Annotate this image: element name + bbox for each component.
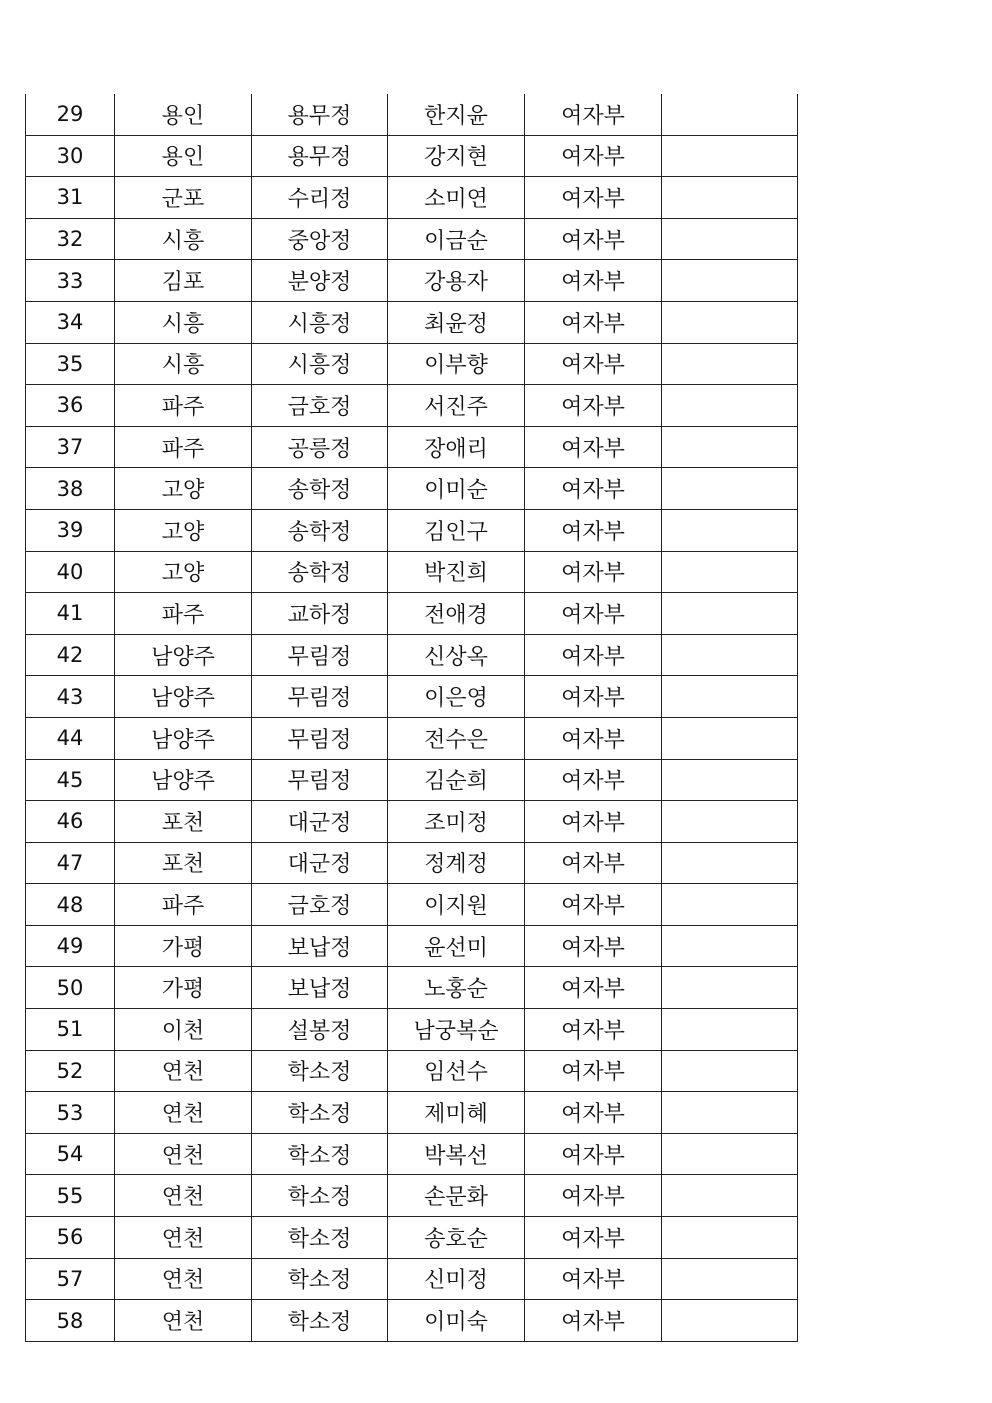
table-row <box>26 385 798 427</box>
member-name-cell: 전애경 <box>388 593 525 635</box>
member-name-cell: 한지윤 <box>388 94 525 135</box>
note-cell <box>662 884 798 926</box>
member-name-cell: 정계정 <box>388 842 525 884</box>
city-cell: 파주 <box>115 426 252 468</box>
city-cell: 연천 <box>115 1300 252 1342</box>
member-name-cell: 김순희 <box>388 759 525 801</box>
city-cell: 포천 <box>115 842 252 884</box>
division-cell: 여자부 <box>525 509 662 551</box>
division-cell: 여자부 <box>525 1300 662 1342</box>
club-cell: 학소정 <box>252 1217 388 1259</box>
table-row <box>26 1133 798 1175</box>
table-row <box>26 676 798 718</box>
division-cell: 여자부 <box>525 301 662 343</box>
note-cell <box>662 717 798 759</box>
city-cell: 연천 <box>115 1092 252 1134</box>
table-row <box>26 468 798 510</box>
note-cell <box>662 676 798 718</box>
member-name-cell: 손문화 <box>388 1175 525 1217</box>
member-name-cell: 박진희 <box>388 551 525 593</box>
club-cell: 설봉정 <box>252 1009 388 1051</box>
note-cell <box>662 634 798 676</box>
table-row <box>26 301 798 343</box>
city-cell: 시흥 <box>115 301 252 343</box>
city-cell: 파주 <box>115 884 252 926</box>
row-number-cell: 45 <box>26 759 115 801</box>
division-cell: 여자부 <box>525 967 662 1009</box>
division-cell: 여자부 <box>525 801 662 843</box>
table-row <box>26 759 798 801</box>
table-row <box>26 1217 798 1259</box>
note-cell <box>662 1133 798 1175</box>
club-cell: 수리정 <box>252 177 388 219</box>
member-name-cell: 장애리 <box>388 426 525 468</box>
division-cell: 여자부 <box>525 177 662 219</box>
club-cell: 송학정 <box>252 509 388 551</box>
note-cell <box>662 1092 798 1134</box>
city-cell: 포천 <box>115 801 252 843</box>
division-cell: 여자부 <box>525 1258 662 1300</box>
city-cell: 고양 <box>115 468 252 510</box>
note-cell <box>662 759 798 801</box>
city-cell: 파주 <box>115 385 252 427</box>
division-cell: 여자부 <box>525 343 662 385</box>
row-number-cell: 56 <box>26 1217 115 1259</box>
row-number-cell: 58 <box>26 1300 115 1342</box>
club-cell: 용무정 <box>252 135 388 177</box>
member-name-cell: 이은영 <box>388 676 525 718</box>
club-cell: 학소정 <box>252 1092 388 1134</box>
member-name-cell: 강용자 <box>388 260 525 302</box>
row-number-cell: 55 <box>26 1175 115 1217</box>
division-cell: 여자부 <box>525 468 662 510</box>
member-name-cell: 송호순 <box>388 1217 525 1259</box>
city-cell: 군포 <box>115 177 252 219</box>
division-cell: 여자부 <box>525 925 662 967</box>
note-cell <box>662 468 798 510</box>
club-cell: 무림정 <box>252 759 388 801</box>
note-cell <box>662 593 798 635</box>
division-cell: 여자부 <box>525 634 662 676</box>
member-name-cell: 제미혜 <box>388 1092 525 1134</box>
city-cell: 이천 <box>115 1009 252 1051</box>
member-name-cell: 신미정 <box>388 1258 525 1300</box>
city-cell: 연천 <box>115 1050 252 1092</box>
city-cell: 남양주 <box>115 676 252 718</box>
city-cell: 연천 <box>115 1258 252 1300</box>
row-number-cell: 34 <box>26 301 115 343</box>
table-row <box>26 842 798 884</box>
note-cell <box>662 1175 798 1217</box>
member-name-cell: 신상옥 <box>388 634 525 676</box>
table-row <box>26 177 798 219</box>
note-cell <box>662 801 798 843</box>
city-cell: 시흥 <box>115 218 252 260</box>
city-cell: 연천 <box>115 1133 252 1175</box>
row-number-cell: 53 <box>26 1092 115 1134</box>
row-number-cell: 29 <box>26 94 115 135</box>
member-name-cell: 소미연 <box>388 177 525 219</box>
table-row <box>26 801 798 843</box>
city-cell: 고양 <box>115 551 252 593</box>
table-row <box>26 634 798 676</box>
table-row <box>26 135 798 177</box>
city-cell: 남양주 <box>115 759 252 801</box>
club-cell: 금호정 <box>252 884 388 926</box>
division-cell: 여자부 <box>525 717 662 759</box>
table-row <box>26 94 798 135</box>
division-cell: 여자부 <box>525 759 662 801</box>
division-cell: 여자부 <box>525 676 662 718</box>
row-number-cell: 33 <box>26 260 115 302</box>
member-name-cell: 이미순 <box>388 468 525 510</box>
roster-table <box>25 94 798 1342</box>
club-cell: 학소정 <box>252 1300 388 1342</box>
club-cell: 용무정 <box>252 94 388 135</box>
note-cell <box>662 842 798 884</box>
division-cell: 여자부 <box>525 551 662 593</box>
member-name-cell: 전수은 <box>388 717 525 759</box>
table-row <box>26 1258 798 1300</box>
member-name-cell: 남궁복순 <box>388 1009 525 1051</box>
member-name-cell: 이미숙 <box>388 1300 525 1342</box>
division-cell: 여자부 <box>525 94 662 135</box>
row-number-cell: 30 <box>26 135 115 177</box>
roster-table-body <box>26 94 798 1341</box>
note-cell <box>662 94 798 135</box>
club-cell: 무림정 <box>252 676 388 718</box>
note-cell <box>662 135 798 177</box>
table-row <box>26 509 798 551</box>
division-cell: 여자부 <box>525 1175 662 1217</box>
note-cell <box>662 1009 798 1051</box>
member-name-cell: 윤선미 <box>388 925 525 967</box>
table-row <box>26 260 798 302</box>
member-name-cell: 이부향 <box>388 343 525 385</box>
note-cell <box>662 343 798 385</box>
city-cell: 김포 <box>115 260 252 302</box>
division-cell: 여자부 <box>525 426 662 468</box>
note-cell <box>662 551 798 593</box>
table-row <box>26 1009 798 1051</box>
club-cell: 무림정 <box>252 717 388 759</box>
club-cell: 보납정 <box>252 967 388 1009</box>
club-cell: 분양정 <box>252 260 388 302</box>
table-row <box>26 551 798 593</box>
table-row <box>26 218 798 260</box>
note-cell <box>662 1258 798 1300</box>
row-number-cell: 49 <box>26 925 115 967</box>
city-cell: 시흥 <box>115 343 252 385</box>
club-cell: 보납정 <box>252 925 388 967</box>
city-cell: 남양주 <box>115 717 252 759</box>
row-number-cell: 43 <box>26 676 115 718</box>
member-name-cell: 박복선 <box>388 1133 525 1175</box>
member-name-cell: 최윤정 <box>388 301 525 343</box>
club-cell: 금호정 <box>252 385 388 427</box>
club-cell: 학소정 <box>252 1133 388 1175</box>
club-cell: 송학정 <box>252 551 388 593</box>
row-number-cell: 46 <box>26 801 115 843</box>
row-number-cell: 44 <box>26 717 115 759</box>
division-cell: 여자부 <box>525 218 662 260</box>
division-cell: 여자부 <box>525 1092 662 1134</box>
row-number-cell: 32 <box>26 218 115 260</box>
club-cell: 송학정 <box>252 468 388 510</box>
division-cell: 여자부 <box>525 593 662 635</box>
club-cell: 학소정 <box>252 1050 388 1092</box>
member-name-cell: 서진주 <box>388 385 525 427</box>
row-number-cell: 51 <box>26 1009 115 1051</box>
note-cell <box>662 509 798 551</box>
member-name-cell: 노홍순 <box>388 967 525 1009</box>
table-row <box>26 593 798 635</box>
note-cell <box>662 385 798 427</box>
city-cell: 파주 <box>115 593 252 635</box>
club-cell: 중앙정 <box>252 218 388 260</box>
club-cell: 시흥정 <box>252 301 388 343</box>
table-row <box>26 967 798 1009</box>
note-cell <box>662 1217 798 1259</box>
member-name-cell: 임선수 <box>388 1050 525 1092</box>
note-cell <box>662 301 798 343</box>
row-number-cell: 36 <box>26 385 115 427</box>
row-number-cell: 37 <box>26 426 115 468</box>
division-cell: 여자부 <box>525 1217 662 1259</box>
division-cell: 여자부 <box>525 1009 662 1051</box>
table-row <box>26 1092 798 1134</box>
row-number-cell: 39 <box>26 509 115 551</box>
division-cell: 여자부 <box>525 135 662 177</box>
table-row <box>26 1050 798 1092</box>
division-cell: 여자부 <box>525 842 662 884</box>
row-number-cell: 52 <box>26 1050 115 1092</box>
row-number-cell: 41 <box>26 593 115 635</box>
city-cell: 용인 <box>115 135 252 177</box>
note-cell <box>662 426 798 468</box>
division-cell: 여자부 <box>525 385 662 427</box>
table-row <box>26 884 798 926</box>
table-row <box>26 343 798 385</box>
member-name-cell: 조미정 <box>388 801 525 843</box>
club-cell: 공릉정 <box>252 426 388 468</box>
division-cell: 여자부 <box>525 1050 662 1092</box>
row-number-cell: 42 <box>26 634 115 676</box>
row-number-cell: 57 <box>26 1258 115 1300</box>
row-number-cell: 54 <box>26 1133 115 1175</box>
city-cell: 용인 <box>115 94 252 135</box>
member-name-cell: 이금순 <box>388 218 525 260</box>
division-cell: 여자부 <box>525 884 662 926</box>
city-cell: 남양주 <box>115 634 252 676</box>
row-number-cell: 50 <box>26 967 115 1009</box>
row-number-cell: 31 <box>26 177 115 219</box>
club-cell: 무림정 <box>252 634 388 676</box>
member-name-cell: 강지현 <box>388 135 525 177</box>
club-cell: 대군정 <box>252 801 388 843</box>
club-cell: 학소정 <box>252 1175 388 1217</box>
note-cell <box>662 218 798 260</box>
member-name-cell: 이지원 <box>388 884 525 926</box>
row-number-cell: 35 <box>26 343 115 385</box>
city-cell: 가평 <box>115 925 252 967</box>
note-cell <box>662 925 798 967</box>
division-cell: 여자부 <box>525 1133 662 1175</box>
table-row <box>26 925 798 967</box>
club-cell: 교하정 <box>252 593 388 635</box>
note-cell <box>662 967 798 1009</box>
club-cell: 대군정 <box>252 842 388 884</box>
table-row <box>26 426 798 468</box>
city-cell: 고양 <box>115 509 252 551</box>
row-number-cell: 47 <box>26 842 115 884</box>
table-row <box>26 1175 798 1217</box>
city-cell: 연천 <box>115 1217 252 1259</box>
city-cell: 연천 <box>115 1175 252 1217</box>
club-cell: 학소정 <box>252 1258 388 1300</box>
member-name-cell: 김인구 <box>388 509 525 551</box>
note-cell <box>662 177 798 219</box>
city-cell: 가평 <box>115 967 252 1009</box>
table-row <box>26 717 798 759</box>
division-cell: 여자부 <box>525 260 662 302</box>
note-cell <box>662 1300 798 1342</box>
row-number-cell: 38 <box>26 468 115 510</box>
note-cell <box>662 1050 798 1092</box>
club-cell: 시흥정 <box>252 343 388 385</box>
row-number-cell: 48 <box>26 884 115 926</box>
table-row <box>26 1300 798 1342</box>
row-number-cell: 40 <box>26 551 115 593</box>
note-cell <box>662 260 798 302</box>
